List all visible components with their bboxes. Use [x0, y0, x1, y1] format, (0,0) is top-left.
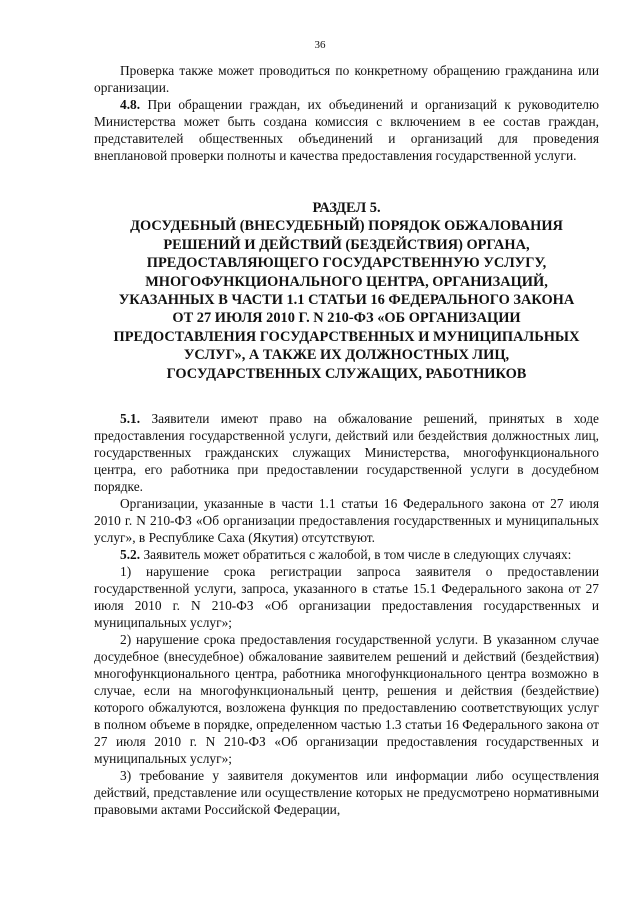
section-heading-line: ПРЕДОСТАВЛЯЮЩЕГО ГОСУДАРСТВЕННУЮ УСЛУГУ, — [146, 255, 547, 272]
list-item-1 — [94, 563, 599, 631]
section-heading-line: ОТ 27 ИЮЛЯ 2010 Г. N 210-ФЗ «ОБ ОРГАНИЗАЦИИ — [172, 310, 521, 327]
section-heading-line: ПРЕДОСТАВЛЕНИЯ ГОСУДАРСТВЕННЫХ И МУНИЦИПАЛЬНЫХ — [113, 328, 580, 345]
section-title: РАЗДЕЛ 5. — [312, 200, 381, 216]
paragraph-inspection-on-request — [94, 62, 599, 96]
paragraph-5-1 — [94, 410, 599, 495]
paragraph-text: Проверка также может проводиться по конкретному обращению гражданина или организации. — [94, 63, 599, 95]
list-item-2 — [94, 631, 599, 767]
paragraph-organizations — [94, 495, 599, 546]
section-heading-line: ДОСУДЕБНЫЙ (ВНЕСУДЕБНЫЙ) ПОРЯДОК ОБЖАЛОВАНИЯ — [130, 218, 563, 235]
section-heading-line: УКАЗАННЫХ В ЧАСТИ 1.1 СТАТЬИ 16 ФЕДЕРАЛЬНОГО ЗАКОНА — [118, 292, 575, 309]
paragraph-number: 5.1. — [120, 411, 141, 427]
section-heading-line: МНОГОФУНКЦИОНАЛЬНОГО ЦЕНТРА, ОРГАНИЗАЦИЙ, — [145, 273, 548, 290]
paragraph-4-8 — [94, 96, 599, 164]
paragraph-text: 2) нарушение срока предоставления государственной услуги. В указанном случае досудебное (внесудебное) обжалование заявителем решений и действий (бездействия) многофункционального центра, работника многофункционального центра возможно в случае, если на многофункциональный центр, решения и действия (бездействие) которого обжалуются, возложена функция по предоставлению соответствующих услуг в полном объеме в порядке, определенном частью 1.3 статьи 16 Федерального закона от 27 июля 2010 г. N 210-ФЗ «Об организации предоставления государственных и муниципальных услуг»; — [94, 632, 599, 767]
paragraph-text: Заявитель может обратиться с жалобой, в том числе в следующих случаях: — [140, 547, 572, 563]
paragraph-number: 5.2. — [120, 547, 141, 563]
section-heading-line: ГОСУДАРСТВЕННЫХ СЛУЖАЩИХ, РАБОТНИКОВ — [166, 365, 527, 382]
section-heading-line: УСЛУГ», А ТАКЖЕ ИХ ДОЛЖНОСТНЫХ ЛИЦ, — [183, 347, 510, 364]
page-number: 36 — [314, 39, 326, 51]
paragraph-text: Организации, указанные в части 1.1 статьи 16 Федерального закона от 27 июля 2010 г. N 210-ФЗ «Об организации предоставления государственных и муниципальных услуг», в Республике Саха (Якутия) отсутствуют. — [94, 496, 599, 546]
document-body — [94, 62, 599, 818]
paragraph-text: 3) требование у заявителя документов или информации либо осуществления действий, представление или осуществление которых не предусмотрено нормативными правовыми актами Российской Федерации, — [94, 768, 599, 818]
paragraph-5-2 — [94, 546, 599, 563]
list-item-3 — [94, 767, 599, 818]
paragraph-text: 1) нарушение срока регистрации запроса заявителя о предоставлении государственной услуги, запроса, указанного в статье 15.1 Федерального закона от 27 июля 2010 г. N 210-ФЗ «Об организации предоставления государственных и муниципальных услуг»; — [94, 564, 599, 631]
section-heading-line: РЕШЕНИЙ И ДЕЙСТВИЙ (БЕЗДЕЙСТВИЯ) ОРГАНА, — [163, 236, 530, 253]
paragraph-number: 4.8. — [120, 97, 141, 112]
paragraph-text: При обращении граждан, их объединений и организаций к руководителю Министерства может быть создана комиссия с включением в ее состав граждан, представителей общественных объединений и организаций для проведения внеплановой проверки полноты и качества предоставления государственной услуги. — [94, 97, 599, 163]
section-5-heading — [94, 199, 599, 383]
paragraph-text: Заявители имеют право на обжалование решений, принятых в ходе предоставления государственной услуги, действий или бездействия должностных лиц, государственных гражданских служащих Министерства, многофункционального центра, его работника при предоставлении государственной услуги в досудебном порядке. — [94, 411, 599, 495]
